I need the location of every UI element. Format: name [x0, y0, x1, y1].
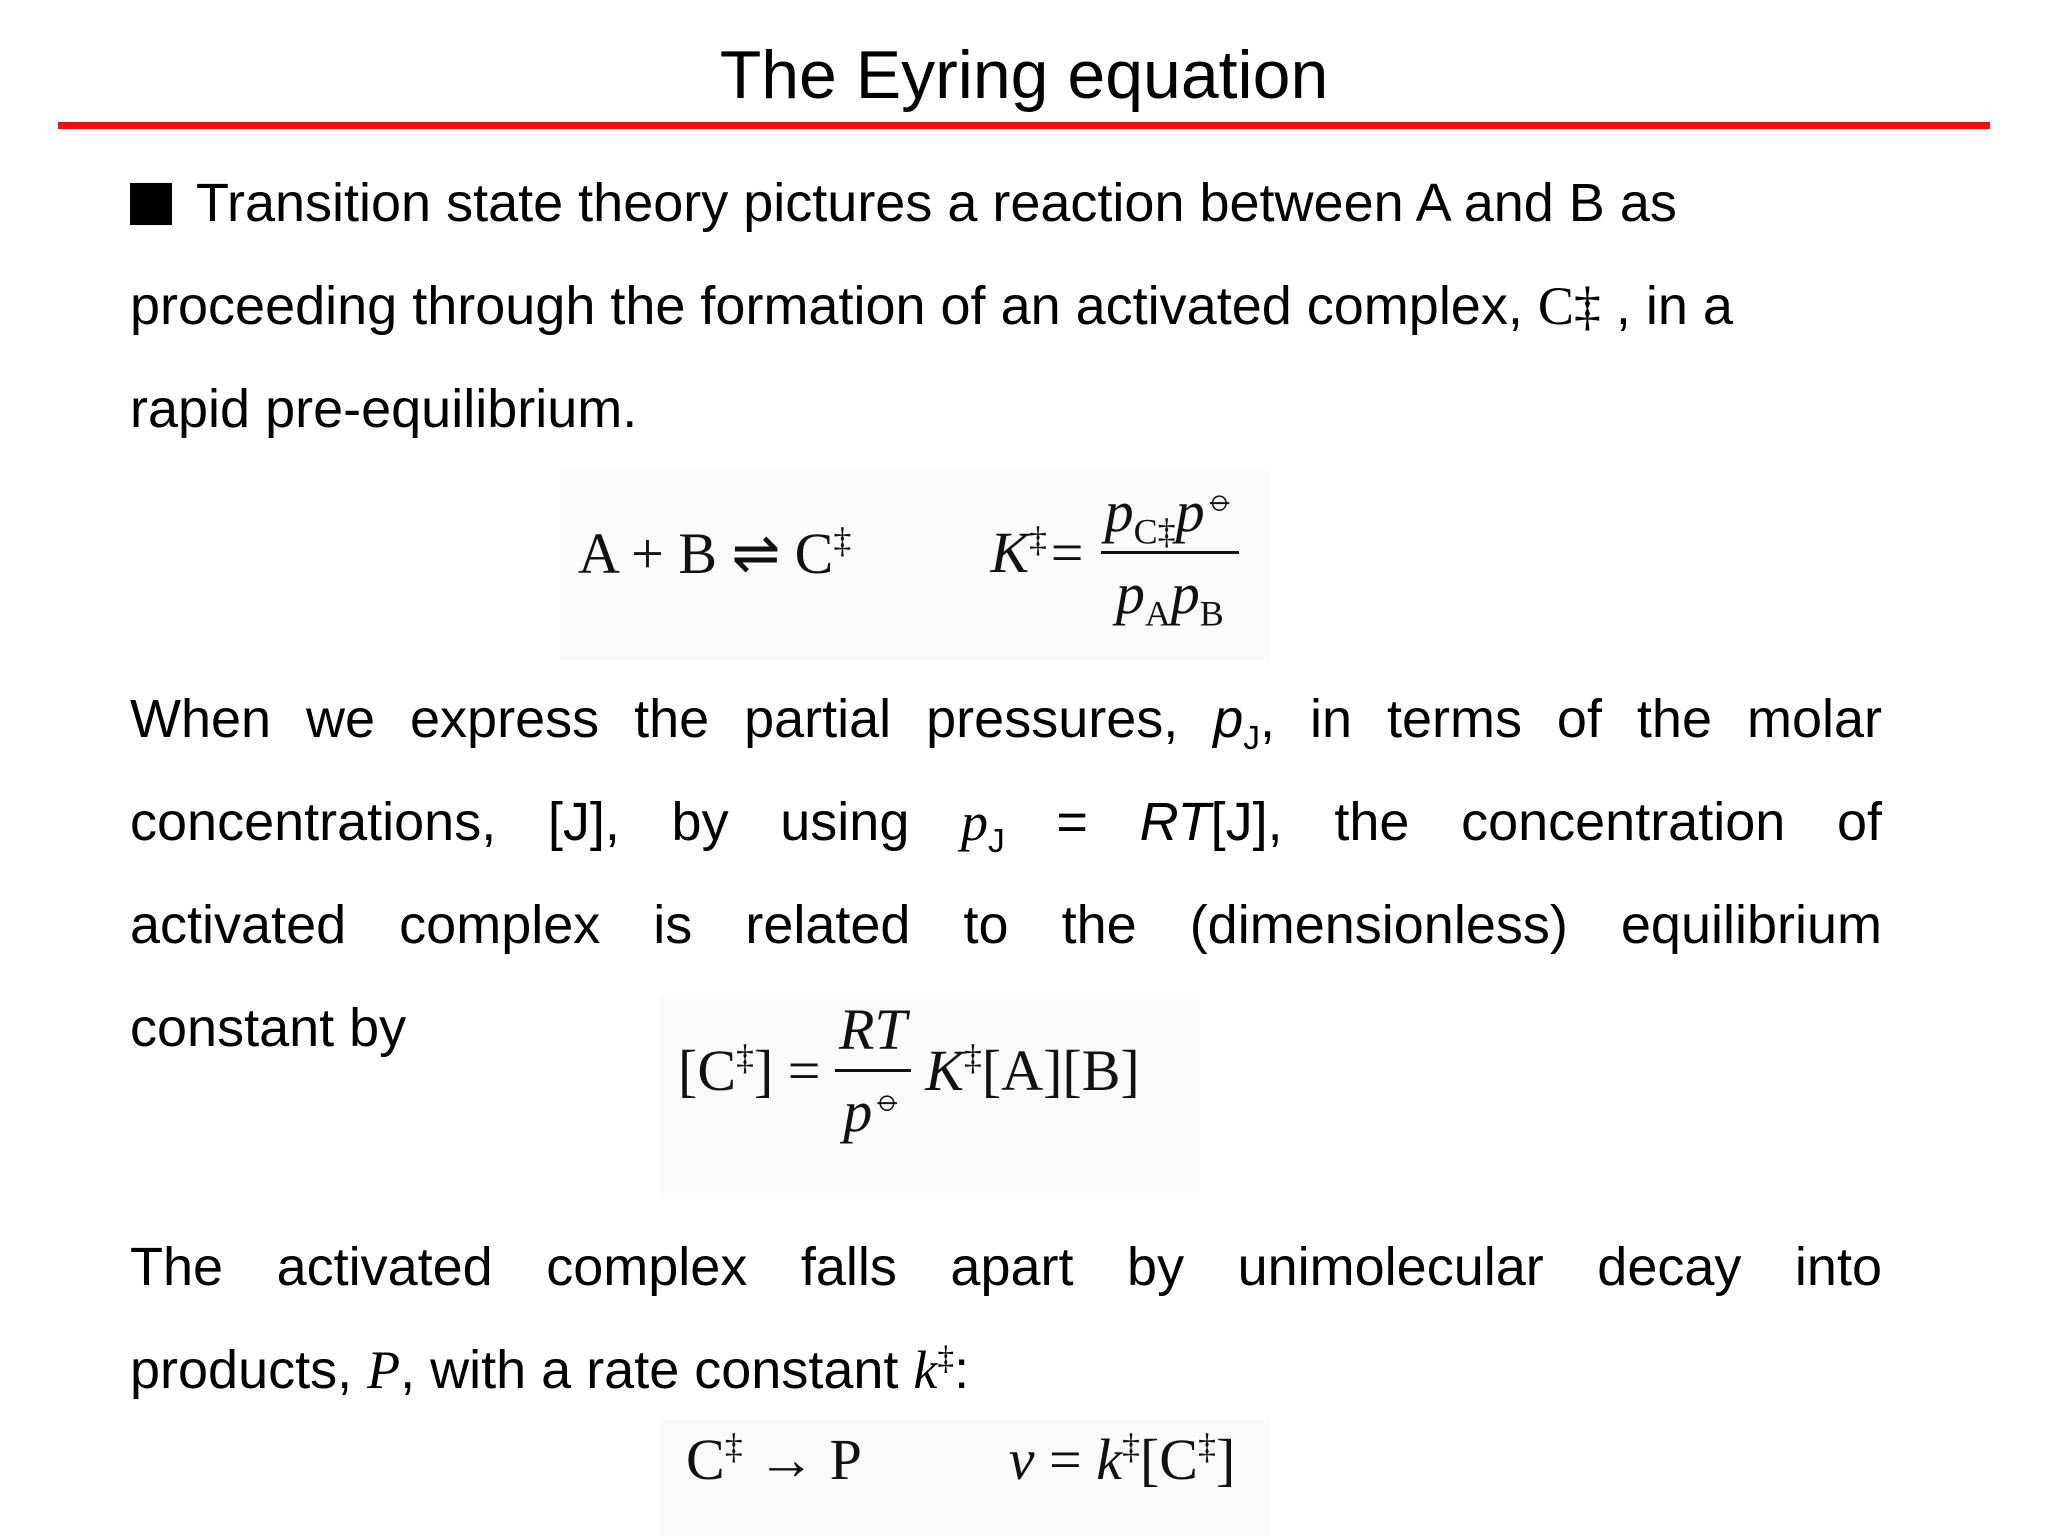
decay-line-1: The activated complex falls apart by unimolecular decay into — [130, 1237, 1882, 1297]
title-divider — [58, 122, 1990, 129]
intro-line-3: rapid pre-equilibrium. — [130, 379, 638, 439]
pre-equilibrium-equation — [578, 478, 1239, 634]
decay-line-2: products, P, with a rate constant k‡: — [130, 1340, 970, 1400]
decay-paragraph — [130, 1216, 1882, 1319]
rt-over-p-fraction — [835, 996, 911, 1145]
fraction-bar — [835, 1069, 911, 1072]
concentration-lhs: [C‡] = — [678, 1037, 821, 1103]
decay-reaction: C‡ → P — [686, 1426, 860, 1492]
slide-title: The Eyring equation — [719, 37, 1329, 113]
equilibrium-constant-fraction — [1101, 478, 1239, 634]
rate-law: v = k‡[C‡] — [1008, 1426, 1236, 1492]
concentration-line-3: activated complex is related to the (dimensionless) equilibrium — [130, 895, 1882, 955]
concentration-line-1: When we express the partial pressures, $p_J$, in terms of the molar — [130, 689, 1882, 757]
fraction-numerator: RT — [839, 997, 907, 1062]
fraction-numerator: $p_{C\ddagger}p^⦵$ — [1104, 478, 1235, 552]
activated-complex-symbol: C‡ — [1537, 276, 1601, 336]
intro-paragraph — [130, 152, 1882, 461]
fraction-denominator: p⦵ — [843, 1078, 903, 1144]
concentration-line-4: constant by — [130, 998, 407, 1058]
equilibrium-constant-lhs: K‡= — [990, 519, 1087, 585]
concentration-paragraph — [130, 668, 1882, 977]
concentration-line-2: concentrations, [J], by using $p_J = RT[J]$, the concentration of — [130, 792, 1882, 860]
complex-concentration-equation — [678, 996, 1140, 1145]
square-bullet-icon — [130, 183, 172, 225]
concentration-rhs: K‡[A][B] — [925, 1037, 1140, 1103]
intro-line-1: Transition state theory pictures a reaction between A and B as — [130, 152, 1882, 255]
fraction-denominator: $p_Ap_B$ — [1115, 561, 1224, 634]
intro-line-2: proceeding through the formation of an activated complex, C‡ , in a — [130, 276, 1733, 336]
decay-rate-equation — [686, 1426, 1235, 1493]
reaction-expression: A + B ⇌ C‡ — [578, 520, 852, 586]
